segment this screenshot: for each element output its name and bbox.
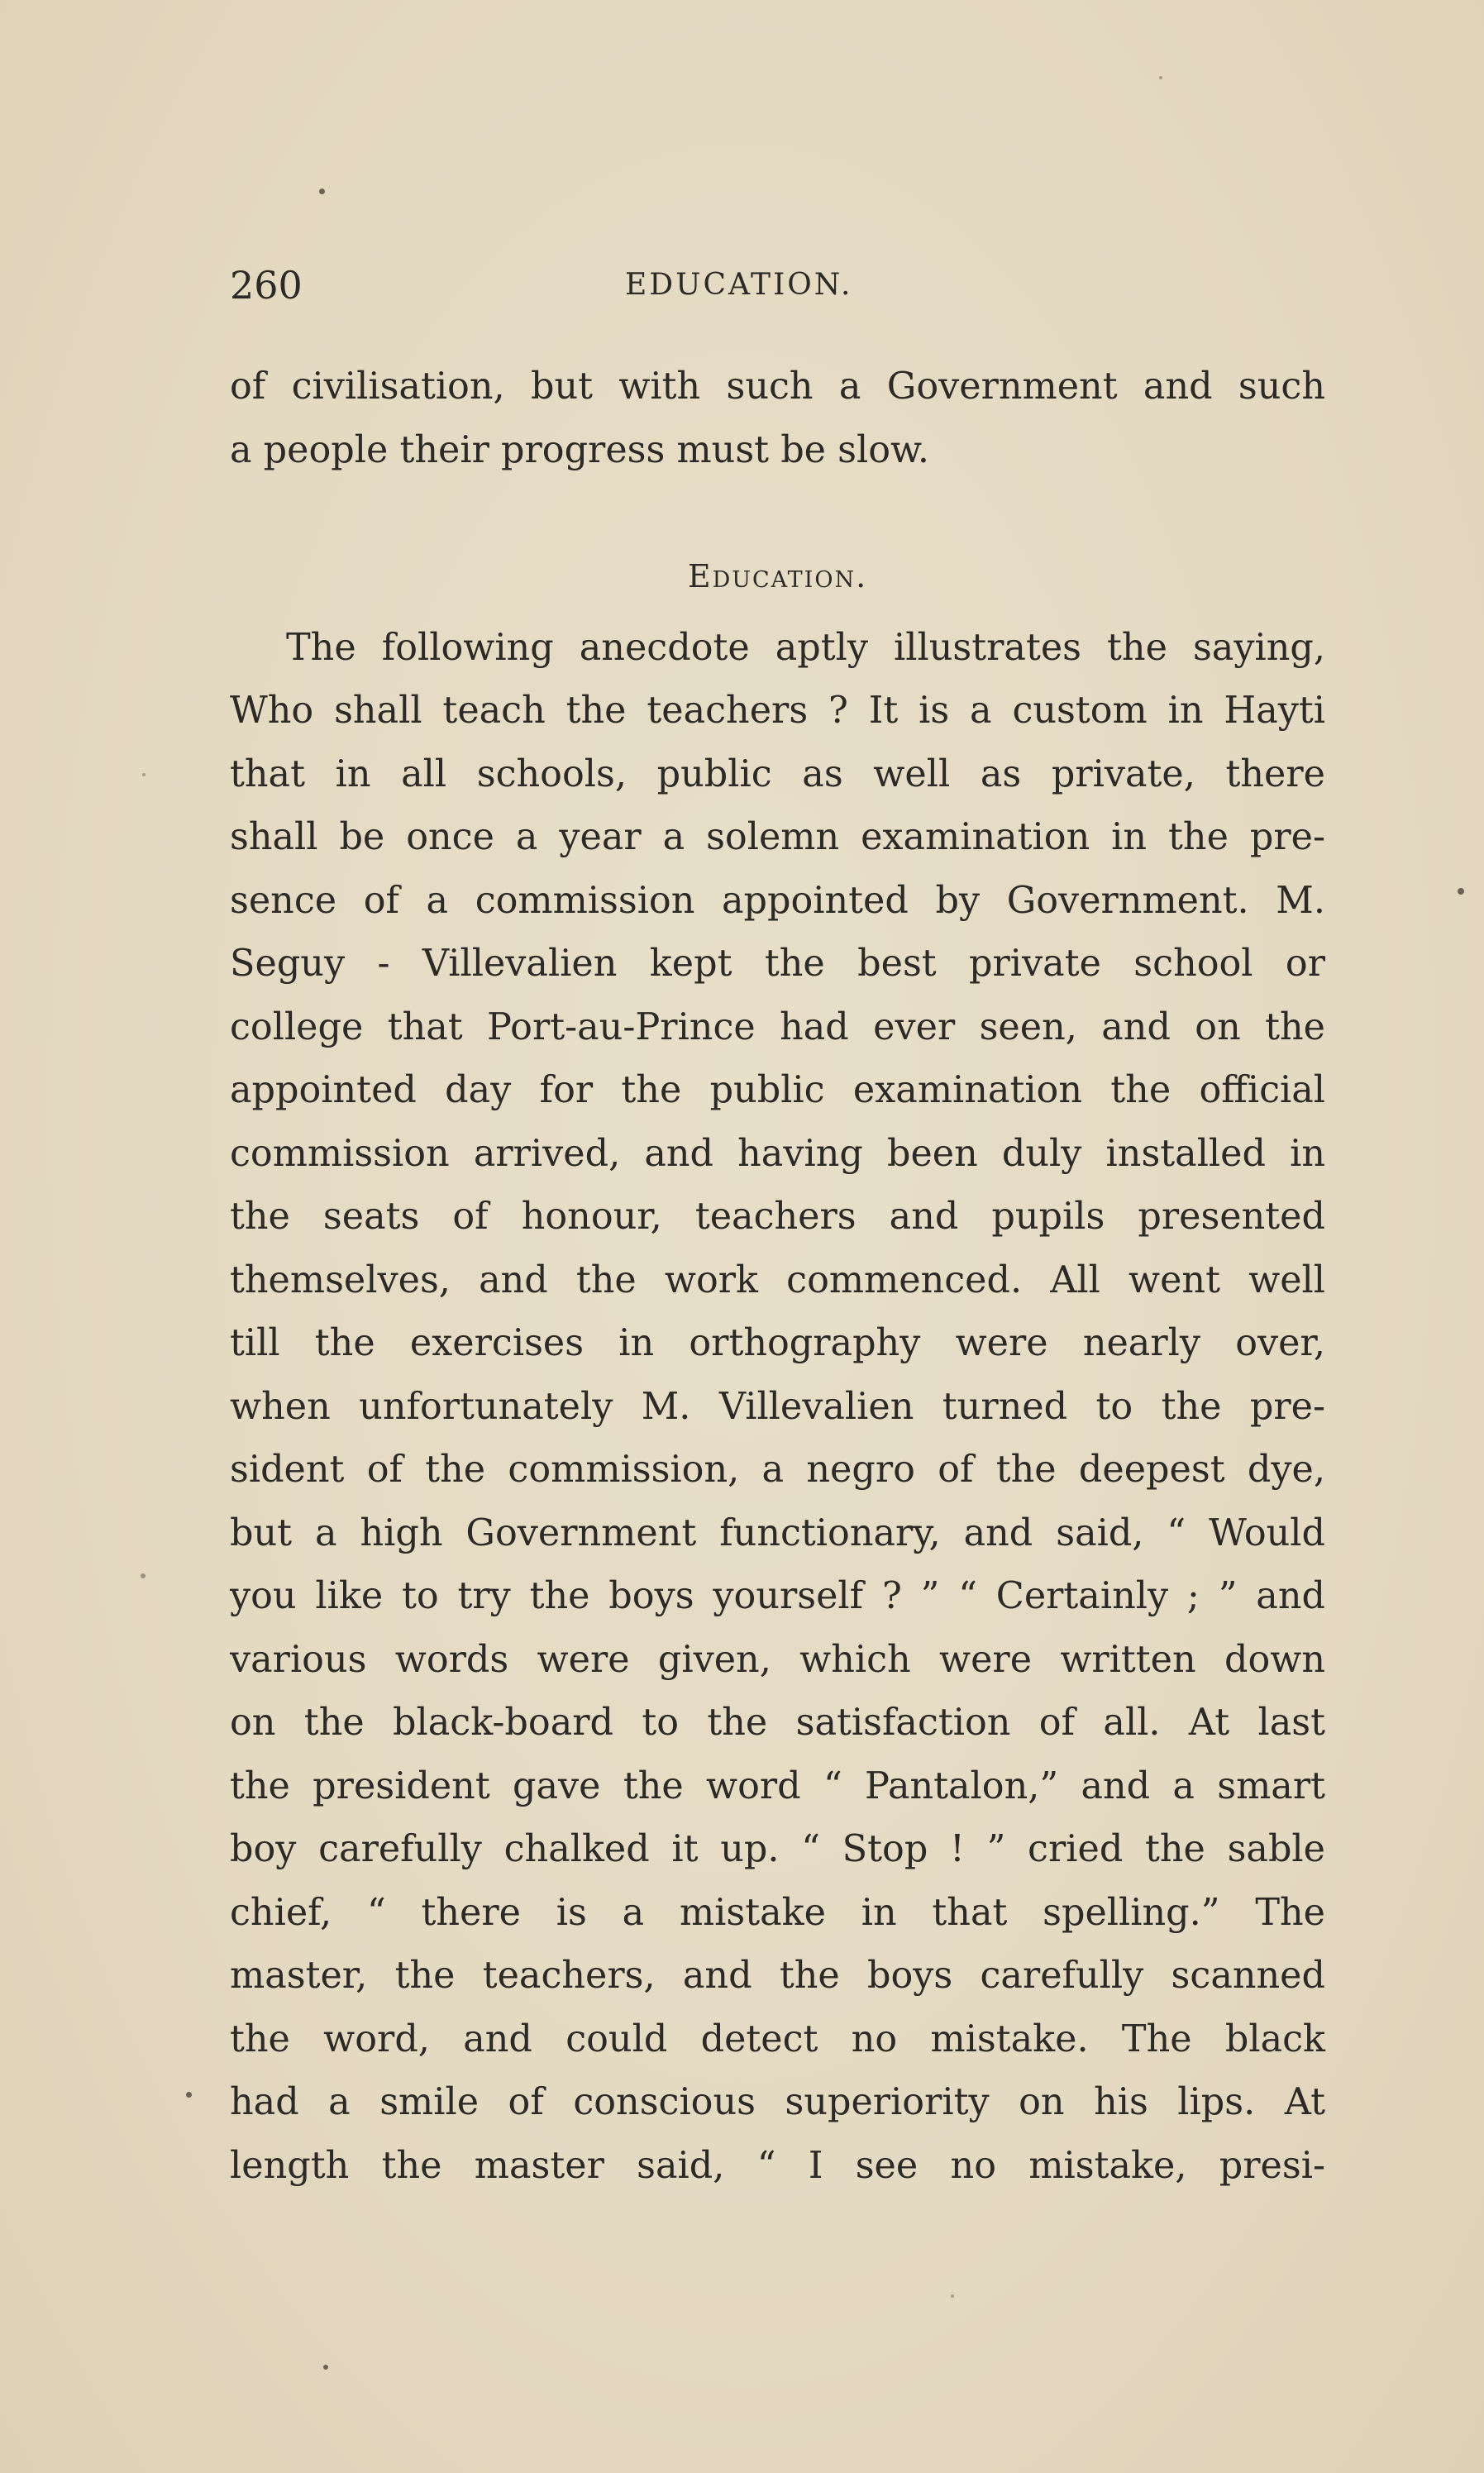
text-line: sence of a commission appointed by Government. M. bbox=[230, 879, 1325, 922]
text-line: when unfortunately M. Villevalien turned to the pre- bbox=[230, 1385, 1325, 1428]
text-line: the president gave the word “ Pantalon,” and a smart bbox=[230, 1764, 1325, 1807]
paper-speck bbox=[319, 189, 325, 194]
text-line: length the master said, “ I see no mistake, presi- bbox=[230, 2144, 1325, 2187]
paper-speck bbox=[951, 2294, 954, 2298]
text-line: shall be once a year a solemn examination in the pre- bbox=[230, 816, 1325, 858]
running-title: EDUCATION. bbox=[625, 268, 853, 302]
page-number: 260 bbox=[230, 263, 303, 308]
text-line: The following anecdote aptly illustrates the saying, bbox=[286, 626, 1325, 669]
text-line: appointed day for the public examination the official bbox=[230, 1069, 1325, 1111]
section-heading: Education. bbox=[687, 558, 868, 594]
text-line: but a high Government functionary, and said, “ Would bbox=[230, 1511, 1325, 1554]
text-line: master, the teachers, and the boys carefully scanned bbox=[230, 1955, 1325, 1997]
text-line: you like to try the boys yourself ? ” “ Certainly ; ” and bbox=[230, 1575, 1325, 1617]
paper-speck bbox=[141, 1573, 146, 1578]
paper-speck bbox=[186, 2092, 192, 2098]
text-block bbox=[230, 356, 1325, 2198]
text-line: various words were given, which were written down bbox=[230, 1638, 1325, 1681]
text-line: the word, and could detect no mistake. The black bbox=[230, 2017, 1325, 2060]
text-line: of civilisation, but with such a Government and such bbox=[230, 365, 1325, 408]
text-line: themselves, and the work commenced. All went well bbox=[230, 1258, 1325, 1301]
text-line: had a smile of conscious superiority on his lips. At bbox=[230, 2081, 1325, 2123]
paper-speck bbox=[323, 2365, 328, 2370]
text-line: boy carefully chalked it up. “ Stop ! ” cried the sable bbox=[230, 1828, 1325, 1870]
text-line: Who shall teach the teachers ? It is a custom in Hayti bbox=[230, 690, 1325, 732]
text-line: that in all schools, public as well as private, there bbox=[230, 752, 1325, 795]
text-line: college that Port-au-Prince had ever seen, and on the bbox=[230, 1005, 1325, 1048]
paper-speck bbox=[1458, 888, 1464, 895]
paper-speck bbox=[142, 773, 146, 776]
text-line: the seats of honour, teachers and pupils presented bbox=[230, 1196, 1325, 1238]
text-line: chief, “ there is a mistake in that spelling.” The bbox=[230, 1891, 1325, 1934]
text-line: on the black-board to the satisfaction of all. At last bbox=[230, 1702, 1325, 1744]
running-head bbox=[230, 263, 1325, 313]
text-line: sident of the commission, a negro of the deepest dye, bbox=[230, 1449, 1325, 1491]
text-line: commission arrived, and having been duly installed in bbox=[230, 1132, 1325, 1175]
paper-speck bbox=[1159, 76, 1162, 79]
text-line: till the exercises in orthography were nearly over, bbox=[230, 1322, 1325, 1364]
text-line: a people their progress must be slow. bbox=[230, 428, 929, 471]
text-line: Seguy - Villevalien kept the best private school or bbox=[230, 943, 1325, 985]
